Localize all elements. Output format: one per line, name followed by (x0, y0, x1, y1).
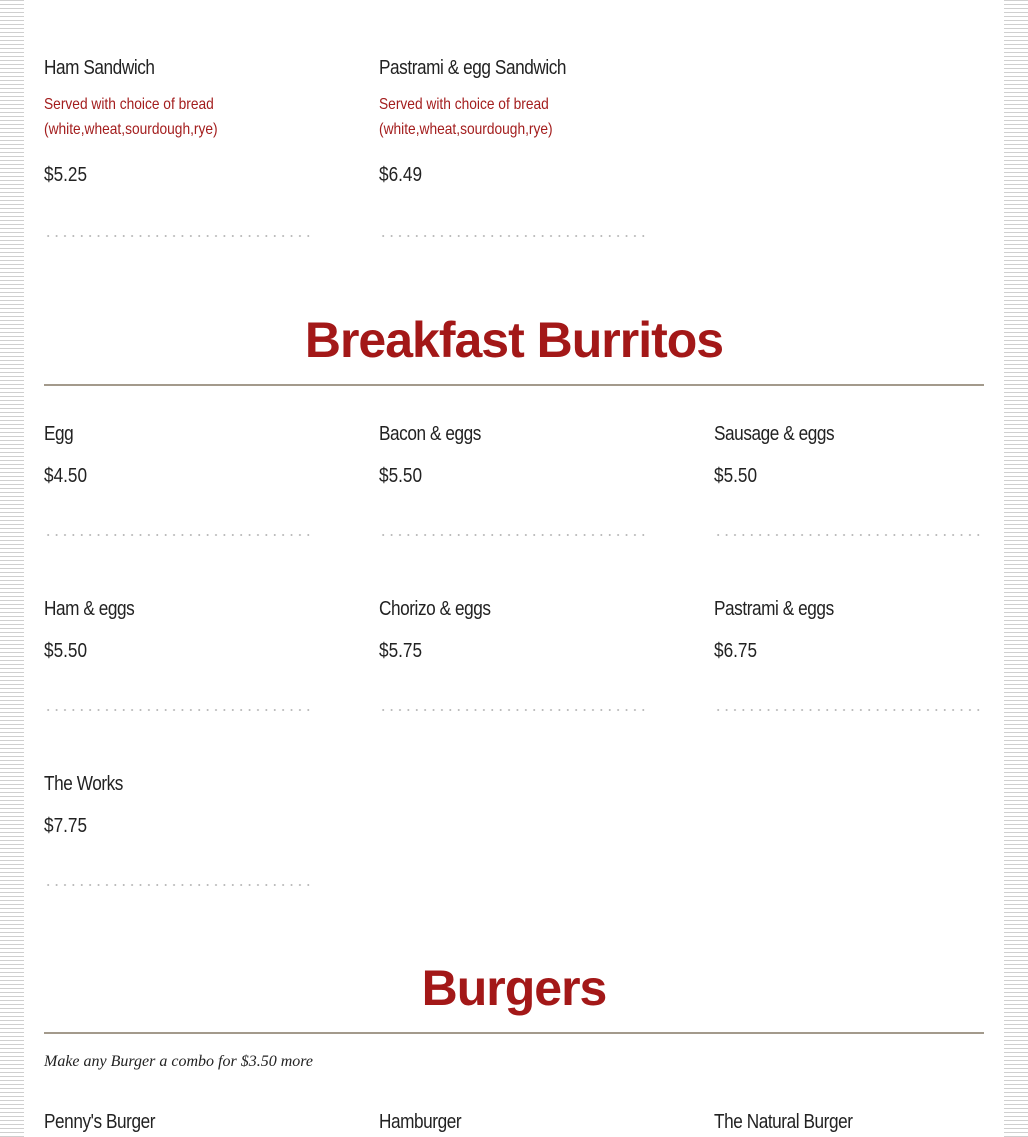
section-divider (44, 384, 984, 386)
item-price: $5.50 (714, 465, 758, 487)
dotted-divider (44, 534, 314, 536)
dotted-divider (379, 709, 649, 711)
item-name: Sausage & eggs (714, 423, 835, 445)
item-price: $6.75 (714, 640, 758, 662)
item-price: $6.49 (379, 164, 423, 186)
item-name: Bacon & eggs (379, 423, 481, 445)
section-title: Burgers (421, 960, 607, 1016)
dotted-divider (714, 709, 984, 711)
menu-item (379, 1110, 649, 1134)
dotted-divider (379, 534, 649, 536)
item-name: Egg (44, 423, 74, 445)
item-description-line: Served with choice of bread (379, 96, 549, 113)
dotted-divider (714, 534, 984, 536)
menu-item (44, 56, 314, 187)
item-name: Chorizo & eggs (379, 598, 491, 620)
item-price: $7.75 (44, 815, 88, 837)
menu-item (714, 1110, 984, 1134)
menu-item (44, 422, 314, 488)
item-name: The Works (44, 773, 123, 795)
item-name: Penny's Burger (44, 1111, 156, 1133)
item-description-line: (white,wheat,sourdough,rye) (379, 121, 553, 138)
item-name: The Natural Burger (714, 1111, 853, 1133)
item-description-line: (white,wheat,sourdough,rye) (44, 121, 218, 138)
section-divider (44, 1032, 984, 1034)
item-description (44, 92, 276, 142)
menu-item (714, 422, 984, 488)
section-note: Make any Burger a combo for $3.50 more (44, 1053, 313, 1070)
menu-item (44, 1110, 314, 1134)
item-price: $5.75 (379, 640, 423, 662)
dotted-divider (44, 884, 314, 886)
item-description (379, 92, 611, 142)
item-price: $5.25 (44, 164, 88, 186)
menu-page (24, 0, 1004, 1137)
item-price: $5.50 (44, 640, 88, 662)
item-name: Pastrami & eggs (714, 598, 834, 620)
item-name: Ham & eggs (44, 598, 135, 620)
dotted-divider (44, 709, 314, 711)
dotted-divider (44, 235, 314, 237)
menu-item (379, 56, 649, 187)
item-name: Ham Sandwich (44, 57, 155, 79)
item-name: Pastrami & egg Sandwich (379, 57, 567, 79)
dotted-divider (379, 235, 649, 237)
menu-item (379, 597, 649, 663)
menu-item (714, 597, 984, 663)
item-price: $4.50 (44, 465, 88, 487)
menu-item (44, 597, 314, 663)
item-description-line: Served with choice of bread (44, 96, 214, 113)
section-title: Breakfast Burritos (304, 312, 724, 368)
item-price: $5.50 (379, 465, 423, 487)
menu-item (44, 772, 314, 838)
item-name: Hamburger (379, 1111, 462, 1133)
menu-item (379, 422, 649, 488)
